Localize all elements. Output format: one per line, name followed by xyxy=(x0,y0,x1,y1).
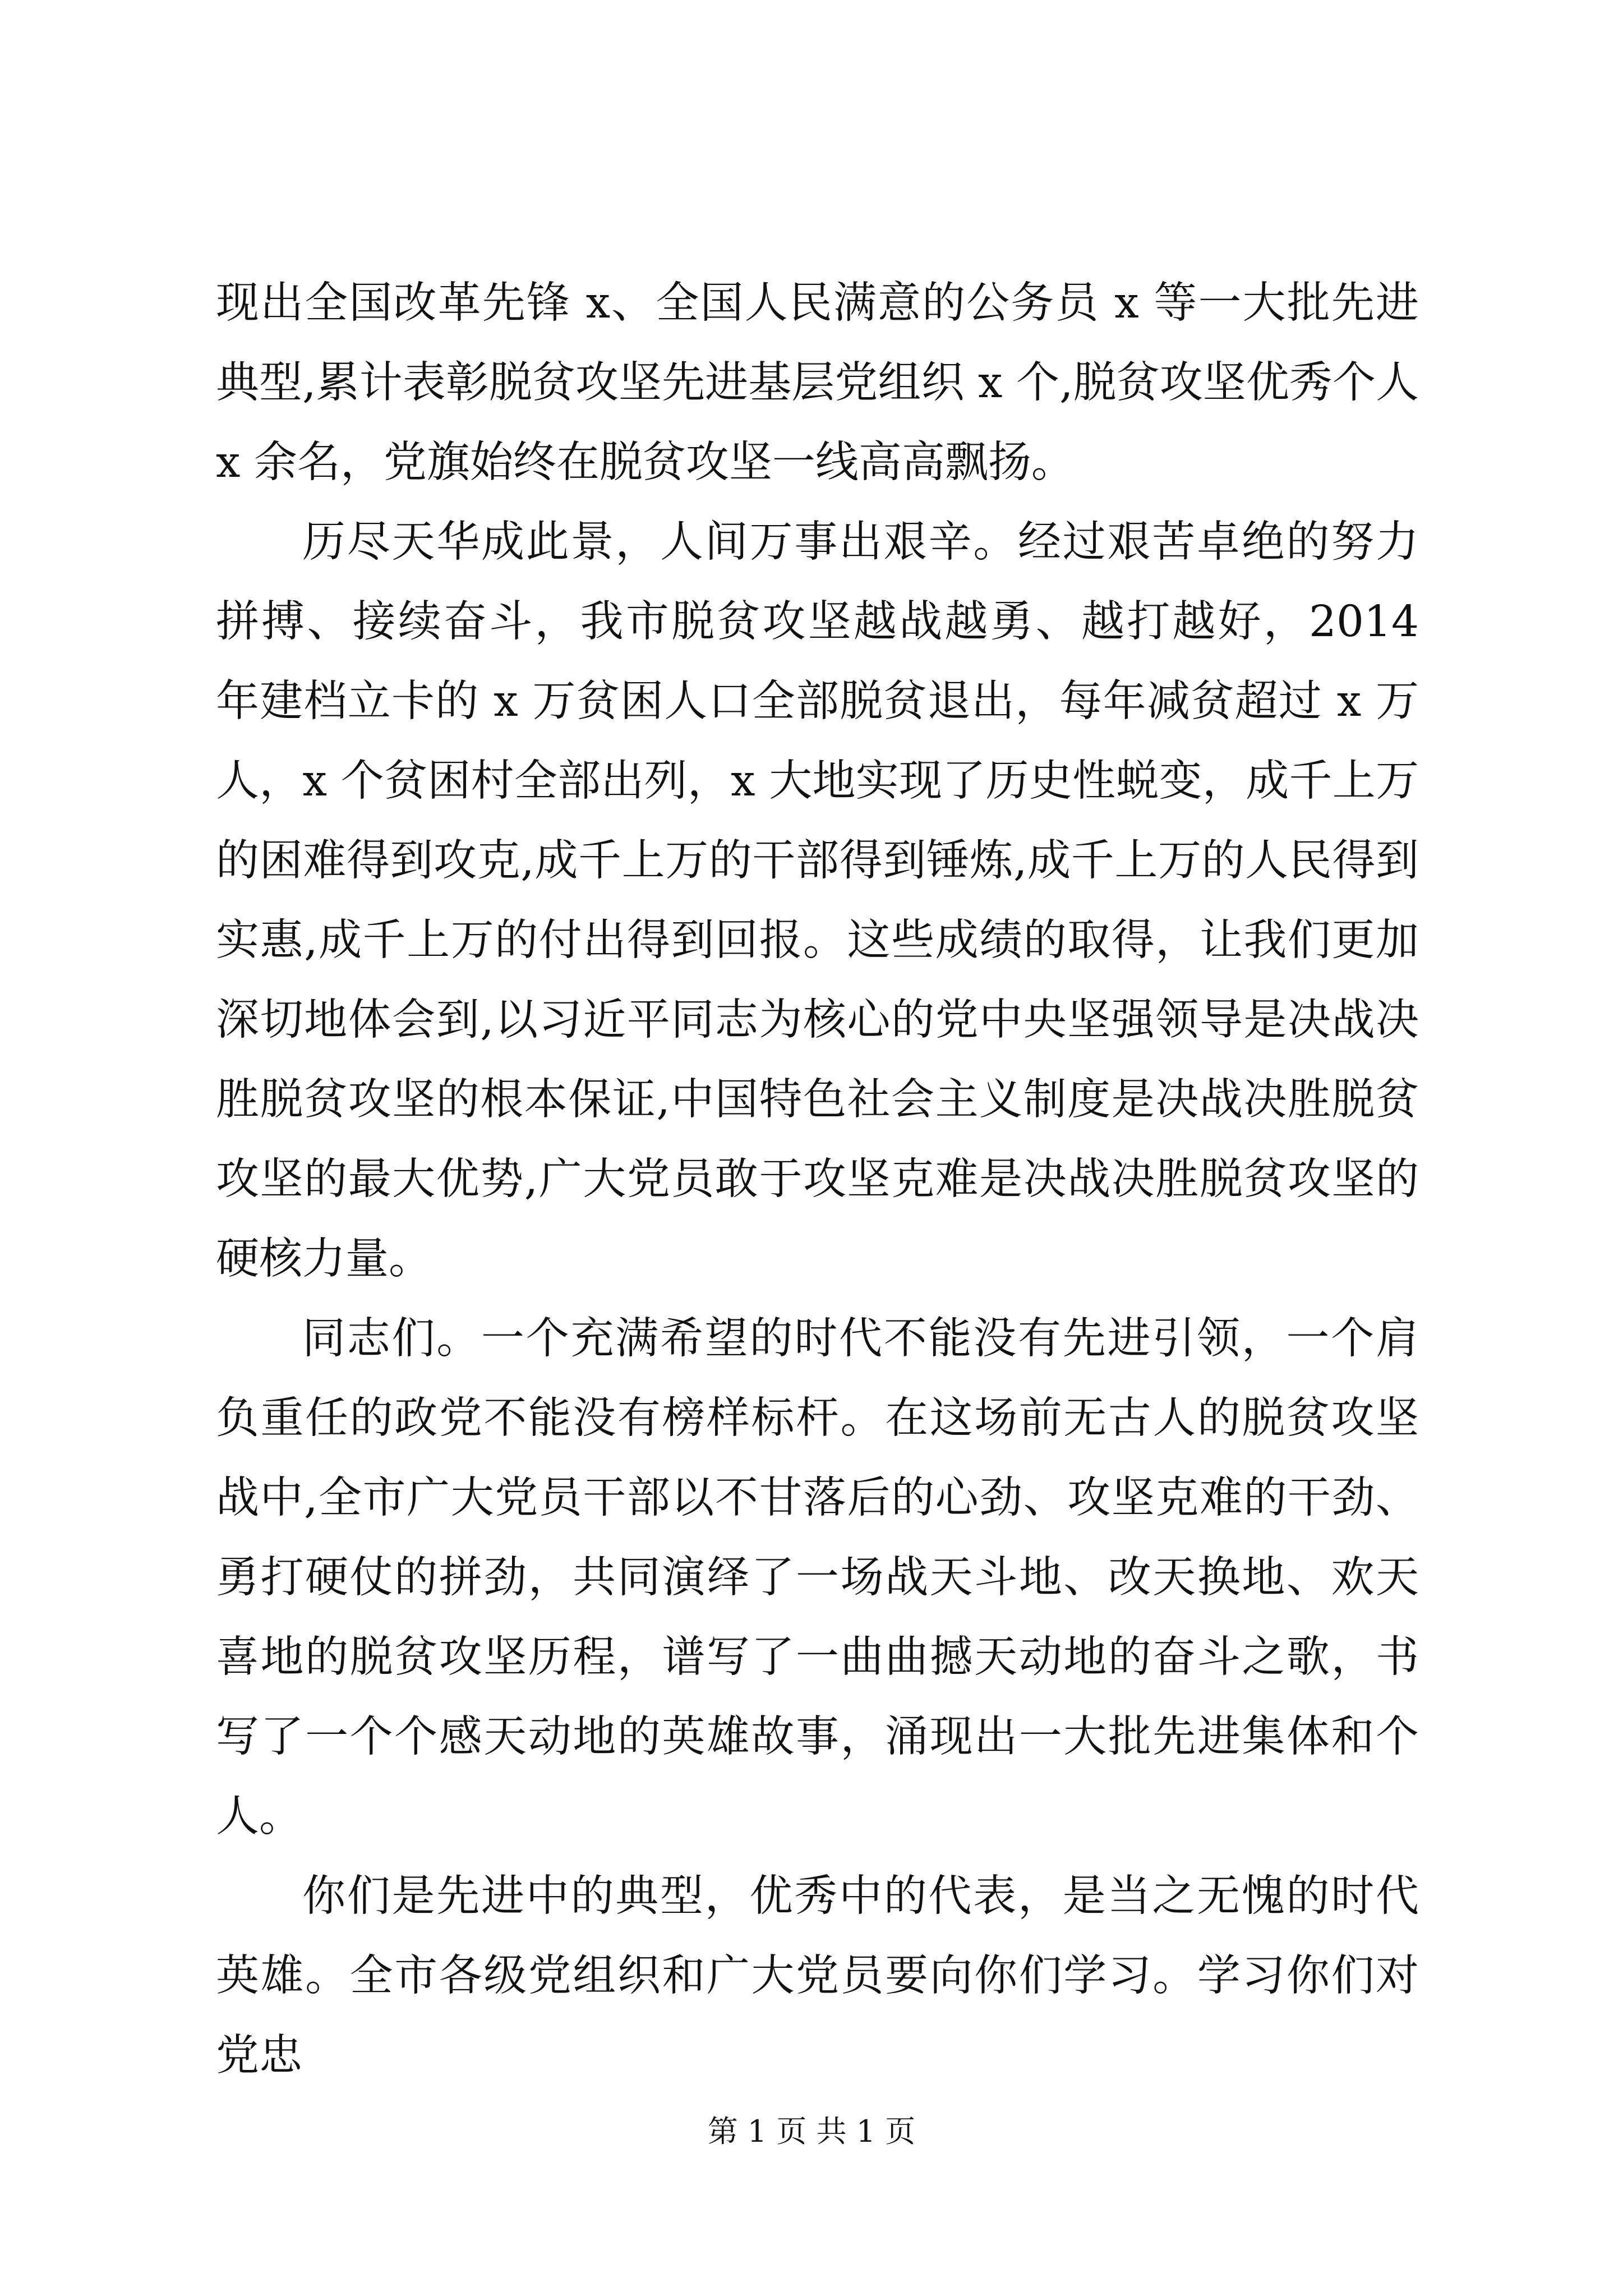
paragraph-3: 同志们。一个充满希望的时代不能没有先进引领，一个肩负重任的政党不能没有榜样标杆。在这场前无古人的脱贫攻坚战中,全市广大党员干部以不甘落后的心劲、攻坚克难的干劲、勇打硬仗的拼劲，共同演绎了一场战天斗地、改天换地、欢天喜地的脱贫攻坚历程，谱写了一曲曲撼天动地的奋斗之歌，书写了一个个感天动地的英雄故事，涌现出一大批先进集体和个人。 xyxy=(216,1314,1419,1842)
paragraph-4: 你们是先进中的典型，优秀中的代表，是当之无愧的时代英雄。全市各级党组织和广大党员要向你们学习。学习你们对党忠 xyxy=(216,1871,1419,2081)
document-body xyxy=(216,264,1419,2096)
paragraph-1: 现出全国改革先锋 x、全国人民满意的公务员 x 等一大批先进典型,累计表彰脱贫攻坚先进基层党组织 x 个,脱贫攻坚优秀个人 x 余名，党旗始终在脱贫攻坚一线高高飘扬。 xyxy=(216,278,1419,487)
paragraph-2: 历尽天华成此景，人间万事出艰辛。经过艰苦卓绝的努力拼搏、接续奋斗，我市脱贫攻坚越战越勇、越打越好，2014 年建档立卡的 x 万贫困人口全部脱贫退出，每年减贫超过 x 万人，x 个贫困村全部出列，x 大地实现了历史性蜕变，成千上万的困难得到攻克,成千上万的干部得到锤炼,成千上万的人民得到实惠,成千上万的付出得到回报。这些成绩的取得，让我们更加深切地体会到,以习近平同志为核心的党中央坚强领导是决战决胜脱贫攻坚的根本保证,中国特色社会主义制度是决战决胜脱贫攻坚的最大优势,广大党员敢于攻坚克难是决战决胜脱贫攻坚的硬核力量。 xyxy=(216,517,1419,1284)
page-footer: 第 1 页 共 1 页 xyxy=(707,2114,916,2149)
